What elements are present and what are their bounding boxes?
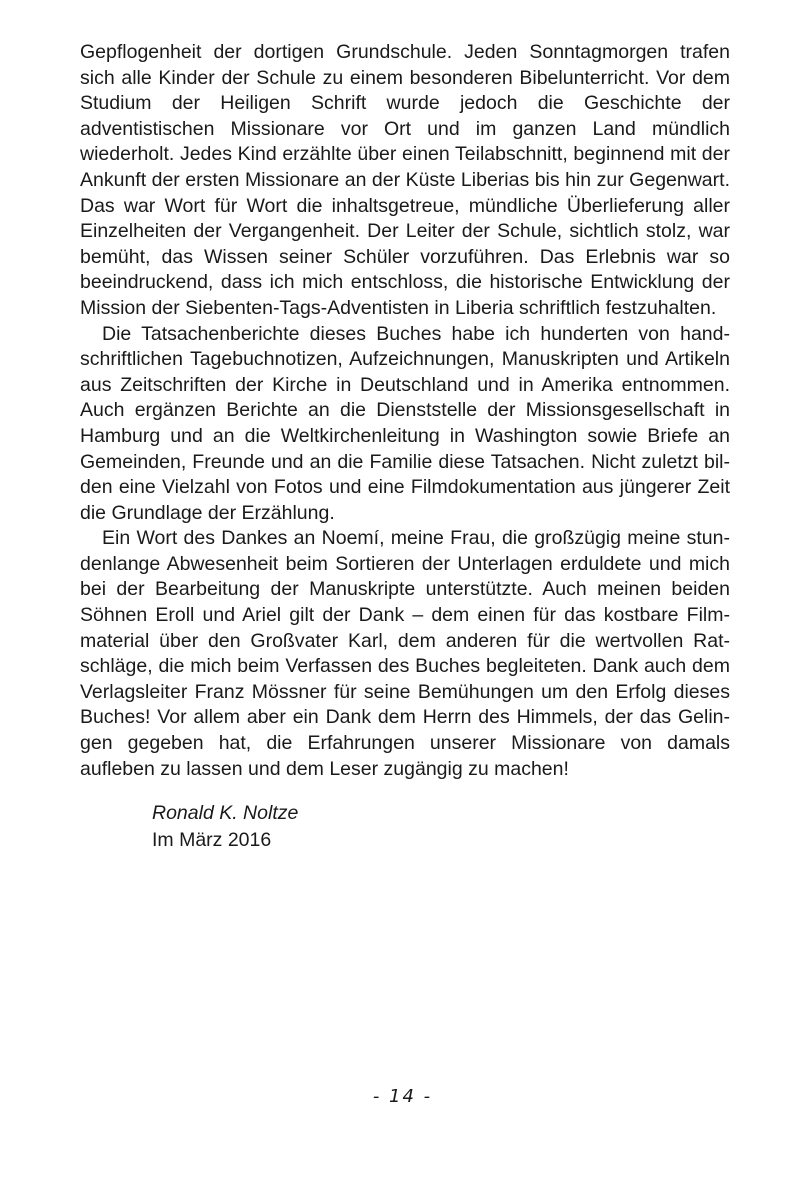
signature-block [152,800,730,854]
signature-date: Im März 2016 [152,829,272,852]
body-paragraph: Ein Wort des Dankes an Noemí, meine Frau, die großzügig meine stundenlange Abwesenheit beim Sortieren der Unterlagen erduldete und mich bei der Bearbeitung der Manuskripte unterstützte. Auch meinen beiden Söhnen Eroll und Ariel gilt der Dank – dem einen für das kostbare Filmmaterial über den Großvater Karl, dem anderen für die wertvollen Ratschläge, die mich beim Verfassen des Buches begleiteten. Dank auch dem Verlagsleiter Franz Mössner für seine Bemühungen um den Erfolg dieses Buches! Vor allem aber ein Dank dem Herrn des Himmels, der das Gelingen gegeben hat, die Erfahrungen unserer Missionare von damals aufleben zu lassen und dem Leser zugängig zu machen! [80,527,730,780]
author-name: Ronald K. Noltze [152,802,299,825]
page-number: - 14 - [372,1086,433,1107]
document-page [80,40,730,854]
body-paragraph: Gepflogenheit der dortigen Grundschule. Jeden Sonntagmorgen trafen sich alle Kinder der Schule zu einem besonderen Bibelunterricht. Vor dem Studium der Heiligen Schrift wurde jedoch die Geschichte der adventistischen Missionare vor Ort und im ganzen Land mündlich wiederholt. Jedes Kind erzählte über einen Teilabschnitt, beginnend mit der Ankunft der ersten Missionare an der Küste Liberias bis hin zur Gegenwart. Das war Wort für Wort die inhaltsgetreue, mündliche Überlieferung aller Einzelheiten der Vergangenheit. Der Leiter der Schule, sichtlich stolz, war bemüht, das Wissen seiner Schüler vorzuführen. Das Erlebnis war so beeindruckend, dass ich mich entschloss, die historische Entwicklung der Mission der Siebenten-Tags-Adventisten in Liberia schriftlich festzuhalten. [80,41,730,319]
body-paragraph: Die Tatsachenberichte dieses Buches habe ich hunderten von handschriftlichen Tagebuchnotizen, Aufzeichnungen, Manuskripten und Artikeln aus Zeitschriften der Kirche in Deutschland und in Amerika entnommen. Auch ergänzen Berichte an die Dienststelle der Missionsgesellschaft in Hamburg und an die Weltkirchenleitung in Washington sowie Briefe an Gemeinden, Freunde und an die Familie diese Tatsachen. Nicht zuletzt bilden eine Vielzahl von Fotos und eine Filmdokumentation aus jüngerer Zeit die Grundlage der Erzählung. [80,322,730,524]
